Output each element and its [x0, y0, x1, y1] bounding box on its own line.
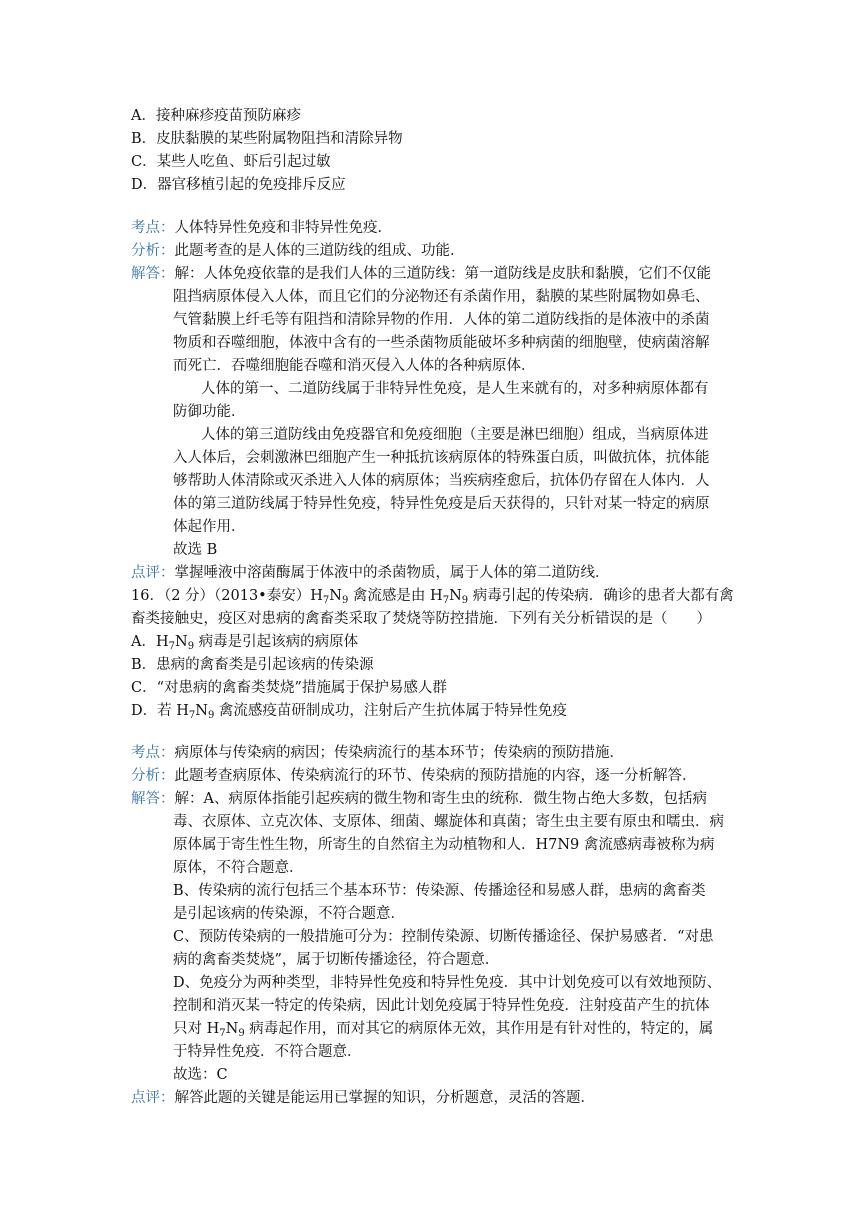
para2-line: 人体的第一、二道防线属于非特异性免疫，是人生来就有的，对多种病原体都有 — [201, 381, 709, 397]
q16-option-b: B．患病的禽畜类是引起该病的传染源 — [131, 657, 374, 673]
dianping-label: 点评： — [131, 565, 175, 581]
jieda-line: 解：人体免疫依靠的是我们人体的三道防线：第一道防线是皮肤和黏膜，它们不仅能 — [174, 266, 711, 282]
subscript: 7 — [442, 595, 450, 606]
jieda-line: 毒、衣原体、立克次体、支原体、细菌、螺旋体和真菌；寄生虫主要有原虫和嚅虫．病 — [173, 814, 724, 830]
subscript: 7 — [322, 595, 330, 606]
kaodian-text: 病原体与传染病的病因；传染病流行的基本环节；传染病的预防措施． — [174, 745, 624, 761]
fenxi-row — [131, 766, 697, 786]
dianping-row — [131, 1088, 595, 1108]
q16-n: N — [225, 1021, 239, 1037]
jieda-line: 物质和吞噬细胞，体液中含有的一些杀菌物质能破坏多种病菌的细胞壁，使病菌溶解 — [173, 335, 710, 351]
jieda-row — [131, 789, 707, 809]
fenxi-label: 分析： — [131, 768, 175, 784]
q16-option-a — [131, 632, 358, 652]
option-a: A．接种麻疹疫苗预防麻疹 — [131, 108, 301, 124]
fenxi-text: 此题考查的是人体的三道防线的组成、功能． — [174, 243, 465, 259]
subscript: 7 — [188, 710, 196, 721]
subscript: 7 — [219, 1028, 226, 1039]
q16-n: N — [175, 634, 188, 650]
jieda-line: 气管黏膜上纤毛等有阻挡和清除异物的作用．人体的第二道防线指的是体液中的杀菌 — [173, 312, 710, 328]
q16-n: N — [449, 588, 462, 604]
kaodian-row — [131, 743, 624, 763]
para3-line: 够帮助人体清除或灭杀进入人体的病原体；当疾病痊愈后，抗体仍存留在人体内．人 — [173, 473, 710, 489]
dianping-text: 解答此题的关键是能运用已掌握的知识，分析题意，灵活的答题． — [174, 1090, 595, 1106]
jieda-line: C、预防传染病的一般措施可分为：控制传染源、切断传播途径、保护易感者．“对患 — [173, 929, 714, 945]
para3-line: 体的第三道防线属于特异性免疫，特异性免疫是后天获得的，只针对某一特定的病原 — [173, 496, 710, 512]
q16-option-c: C．“对患病的禽畜类焚烧”措施属于保护易感人群 — [131, 680, 447, 696]
jieda-line: D、免疫分为两种类型，非特异性免疫和特异性免疫．其中计划免疫可以有效地预防、 — [173, 975, 722, 991]
opt-text: 禽流感疫苗研制成功，注射后产生抗体属于特异性免疫 — [214, 703, 567, 719]
jieda-line: 原体，不符合题意． — [173, 860, 304, 876]
jieda-line: 病的禽畜类焚烧”，属于切断传播途径，符合题意． — [173, 952, 500, 968]
option-c: C．某些人吃鱼、虾后引起过敏 — [131, 154, 331, 170]
subscript: 9 — [461, 595, 469, 606]
q16-n: N — [329, 588, 342, 604]
fenxi-label: 分析： — [131, 243, 175, 259]
fenxi-row — [131, 241, 465, 261]
jieda-label: 解答： — [131, 791, 175, 807]
dianping-label: 点评： — [131, 1090, 175, 1106]
option-d: D．器官移植引起的免疫排斥反应 — [131, 177, 346, 193]
d3-prefix: 只对 H — [173, 1021, 220, 1037]
kaodian-text: 人体特异性免疫和非特异性免疫． — [174, 220, 392, 236]
jieda-line: 原体属于寄生性生物，所寄生的自然宿主为动植物和人．H7N9 禽流感病毒被称为病 — [173, 837, 715, 853]
q16-n: N — [195, 703, 208, 719]
q16-post: 病毒引起的传染病．确诊的患者大都有禽 — [468, 588, 734, 604]
jieda-line: 是引起该病的传染源，不符合题意． — [173, 906, 405, 922]
answer-choice: 故选：C — [173, 1067, 228, 1083]
jieda-line: 解：A、病原体指能引起疾病的微生物和寄生虫的统称．微生物占绝大多数，包括病 — [174, 791, 707, 807]
jieda-label: 解答： — [131, 266, 175, 282]
jieda-row — [131, 264, 711, 284]
jieda-line: B、传染病的流行包括三个基本环节：传染源、传播途径和易感人群，患病的禽畜类 — [173, 883, 706, 899]
subscript: 9 — [238, 1028, 245, 1039]
subscript: 7 — [168, 641, 175, 652]
dianping-row — [131, 563, 610, 583]
option-b: B．皮肤黏膜的某些附属物阻挡和清除异物 — [131, 131, 403, 147]
dianping-text: 掌握唾液中溶菌酶属于体液中的杀菌物质，属于人体的第二道防线． — [174, 565, 610, 581]
q16-option-d — [131, 701, 567, 721]
subscript: 9 — [207, 710, 215, 721]
kaodian-label: 考点： — [131, 220, 175, 236]
fenxi-text: 此题考查病原体、传染病流行的环节、传染病的预防措施的内容，逐一分析解答． — [174, 768, 697, 784]
jieda-line: 于特异性免疫．不符合题意． — [173, 1044, 362, 1060]
q16-prefix: 16．（2 分）（2013•泰安）H — [131, 588, 323, 604]
answer-choice: 故选 B — [173, 542, 218, 558]
q16-mid: 禽流感是由 H — [348, 588, 443, 604]
jieda-line: 控制和消灭某一特定的传染病，因此计划免疫属于特异性免疫．注射疫苗产生的抗体 — [173, 998, 710, 1014]
opt-prefix: D．若 H — [131, 703, 189, 719]
para2-line: 防御功能． — [173, 404, 246, 420]
opt-text: 病毒是引起该病的病原体 — [194, 634, 359, 650]
subscript: 9 — [341, 595, 349, 606]
kaodian-label: 考点： — [131, 745, 175, 761]
jieda-line — [173, 1019, 713, 1039]
para3-line: 人体的第三道防线由免疫器官和免疫细胞（主要是淋巴细胞）组成，当病原体进 — [201, 427, 709, 443]
question-16-line: 畜类接触史，疫区对患病的禽畜类采取了焚烧等防控措施．下列有关分析错误的是（ ） — [131, 611, 711, 627]
opt-prefix: A．H — [131, 634, 169, 650]
jieda-line: 阻挡病原体侵入人体，而且它们的分泌物还有杀菌作用，黏膜的某些附属物如鼻毛、 — [173, 289, 710, 305]
subscript: 9 — [187, 641, 195, 652]
para3-line: 体起作用． — [173, 519, 246, 535]
jieda-line: 而死亡．吞噬细胞能吞噬和消灭侵入人体的各种病原体． — [173, 358, 536, 374]
para3-line: 入人体后，会刺激淋巴细胞产生一种抵抗该病原体的特殊蛋白质，叫做抗体，抗体能 — [173, 450, 710, 466]
kaodian-row — [131, 218, 392, 238]
question-16-line — [131, 586, 734, 606]
d3-text: 病毒起作用，而对其它的病原体无效，其作用是有针对性的，特定的，属 — [244, 1021, 714, 1037]
